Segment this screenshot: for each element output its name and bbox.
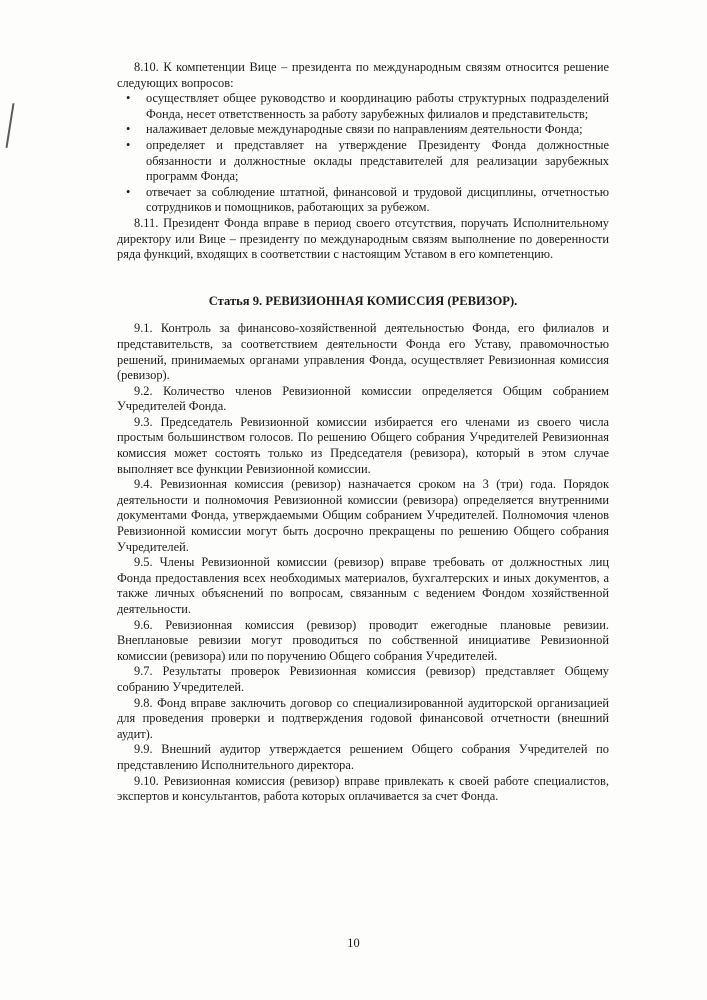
article-9-heading: Статья 9. РЕВИЗИОННАЯ КОМИССИЯ (РЕВИЗОР).	[208, 293, 518, 308]
clause-8-10-bullet-list	[117, 91, 609, 216]
clause-9-1: 9.1. Контроль за финансово-хозяйственной деятельностью Фонда, его филиалов и представительств, за соответствием деятельности Фонда его Уставу, правомочностью решений, принимаемых органами управления Фонда, осуществляет Ревизионная комиссия (ревизор).	[117, 321, 609, 383]
clause-9-3: 9.3. Председатель Ревизионной комиссии избирается его членами из своего числа простым большинством голосов. По решению Общего собрания Учредителей Ревизионная комиссия может состоять только из Председателя (ревизора), который в этом случае выполняет все функции Ревизионной комиссии.	[117, 414, 609, 476]
bullet-text: налаживает деловые международные связи по направлениям деятельности Фонда;	[146, 122, 583, 137]
bullet-item	[117, 185, 609, 216]
bullet-marker: •	[126, 122, 131, 137]
clause-9-2: 9.2. Количество членов Ревизионной комиссии определяется Общим собранием Учредителей Фонда.	[117, 383, 609, 414]
page-number: 10	[347, 936, 360, 950]
bullet-item	[117, 91, 609, 122]
clause-9-5: 9.5. Члены Ревизионной комиссии (ревизор) вправе требовать от должностных лиц Фонда предоставления всех необходимых материалов, бухгалтерских и иных документов, а также личных объяснений по вопросам, связанным с ведением Фондом хозяйственной деятельности.	[117, 555, 609, 616]
bullet-marker: •	[126, 184, 131, 199]
clause-8-11: 8.11. Президент Фонда вправе в период своего отсутствия, поручать Исполнительному директору или Вице – президенту по международным связям выполнение по доверенности ряда функций, входящих в соответствии с настоящим Уставом в его компетенцию.	[117, 215, 609, 262]
document-page	[117, 60, 609, 805]
clause-9-8: 9.8. Фонд вправе заключить договор со специализированной аудиторской организацией для проведения проверки и подтверждения годовой финансовой отчетности (внешний аудит).	[117, 695, 609, 741]
bullet-text: отвечает за соблюдение штатной, финансовой и трудовой дисциплины, отчетностью сотрудников и помощников, работающих за рубежом.	[146, 184, 609, 215]
bullet-item	[117, 138, 609, 185]
bullet-marker: •	[126, 91, 131, 106]
clause-8-10-intro: 8.10. К компетенции Вице – президента по международным связям относится решение следующих вопросов:	[117, 60, 609, 90]
clause-9-7: 9.7. Результаты проверок Ревизионная комиссия (ревизор) представляет Общему собранию Учредителей.	[117, 664, 609, 694]
clause-9-9: 9.9. Внешний аудитор утверждается решением Общего собрания Учредителей по представлению Исполнительного директора.	[117, 742, 609, 772]
bullet-text: осуществляет общее руководство и координацию работы структурных подразделений Фонда, несет ответственность за работу зарубежных филиалов и представительств;	[146, 91, 609, 121]
bullet-marker: •	[126, 137, 131, 152]
clause-9-4: 9.4. Ревизионная комиссия (ревизор) назначается сроком на 3 (три) года. Порядок деятельности и полномочия Ревизионной комиссии (ревизора) определяется внутренними документами Фонда, утверждаемыми Общим собранием Учредителей. Полномочия членов Ревизионной комиссии могут быть досрочно прекращены по решению Общего собрания Учредителей.	[117, 477, 609, 554]
clause-9-10: 9.10. Ревизионная комиссия (ревизор) вправе привлекать к своей работе специалистов, экспертов и консультантов, работа которых оплачивается за счет Фонда.	[117, 773, 609, 804]
bullet-text: определяет и представляет на утверждение Президенту Фонда должностные обязанности и должностные оклады представителей для реализации зарубежных программ Фонда;	[146, 137, 609, 184]
scan-artifact-mark	[5, 103, 14, 148]
bullet-item	[117, 122, 609, 138]
clause-9-6: 9.6. Ревизионная комиссия (ревизор) проводит ежегодные плановые ревизии. Внеплановые ревизии могут проводиться по собственной инициативе Ревизионной комиссии (ревизора) или по поручению Общего собрания Учредителей.	[117, 617, 609, 663]
